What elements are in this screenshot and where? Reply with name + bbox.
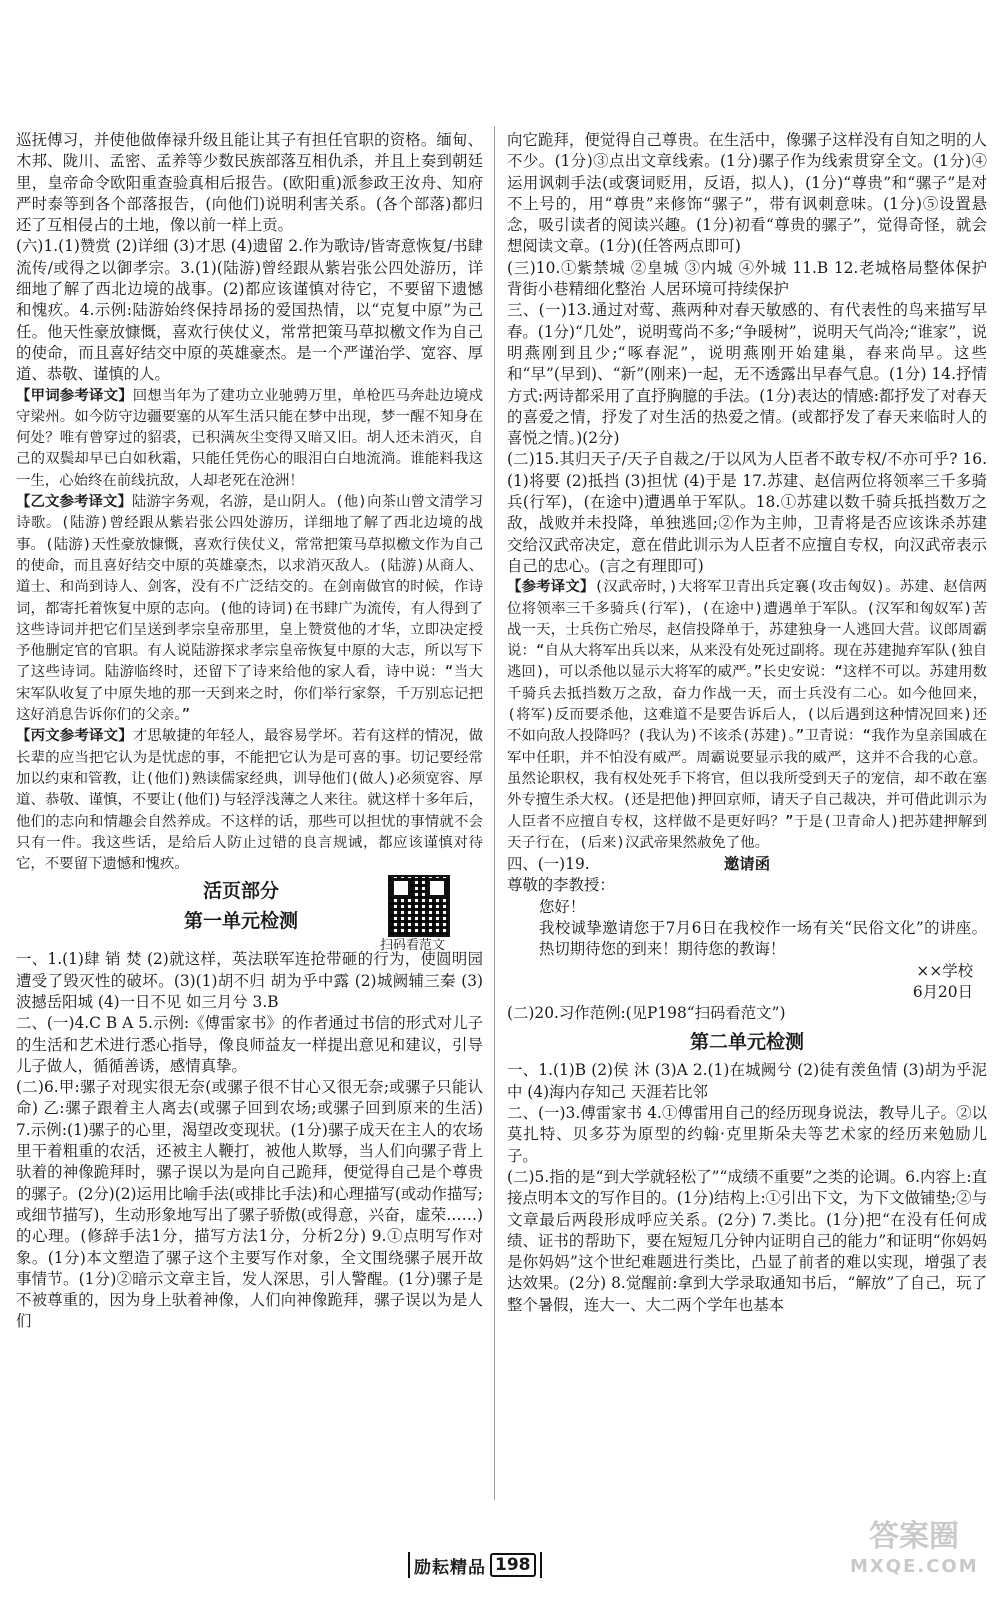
page-number: 198	[490, 1553, 536, 1577]
translation-label: 【甲词参考译文】	[16, 387, 133, 404]
section-header	[16, 875, 483, 954]
translation-label: 【丙文参考译文】	[16, 728, 133, 745]
letter-date: 6月20日	[912, 982, 973, 1001]
translation-yi	[16, 492, 483, 726]
brand-name: 励耘精品	[414, 1557, 486, 1578]
answer-paragraph: (二)5.指的是“到大学就轻松了”“成绩不重要”之类的论调。6.内容上:直接点明本文的写作目的。(1分)结构上:①引出下文，为下文做铺垫;②与文章最后两段形成呼应关系。(2分) 7.类比。(1分)把“在没有任何成绩、证书的帮助下，要在短短几分钟内证明自己的能力”和证明“你妈妈是你妈妈”这个世纪难题进行类比，凸显了前者的难以实现，增强了表达效果。(2分) 8.觉醒前:拿到大学录取通知书后，“解放”了自己，玩了整个暑假，连大一、大二两个学年也基本	[507, 1167, 987, 1314]
answer-paragraph: 一、1.(1)肆 销 焚 (2)就这样，英法联军连抢带砸的行为，使圆明园遭受了毁灭性的破坏。(3)(1)胡不归 胡为乎中露 (2)城阙辅三秦 (3)波撼岳阳城 (4)一日不见 如三月兮 3.B	[16, 950, 483, 1011]
translation-label: 【参考译文】	[507, 579, 595, 596]
translation-label: 【乙文参考译文】	[16, 494, 133, 511]
translation-text: 陆游字务观，名游，是山阴人。(他)向茶山曾文清学习诗歌。(陆游)曾经跟从紫岩张公四处游历，详细地了解了西北边境的战事。(陆游)天性豪放慷慨，喜欢行侠仗义，常常把策马草拟檄文作为自己的使命，而且喜好结交中原的英雄豪杰，以求消灭敌人。(陆游)从商人、道士、和尚到诗人、剑客，没有不广泛结交的。在剑南做官的时候，作诗词，都寄托着恢复中原的志向。(他的诗词)在书肆广为流传，有人得到了这些诗词并把它们呈送到孝宗皇帝那里，皇上赞赏他的才华，立即决定授予他删定官的官职。有人说陆游探求孝宗皇帝恢复中原的大志，所以写下了这些诗词。陆游临终时，还留下了诗来给他的家人看，诗中说：“当大宋军队收复了中原失地的那一天到来之时，你们举行家祭，千万别忘记把这好消息告诉你们的父亲。”	[16, 494, 483, 724]
letter-signature: ××学校	[916, 961, 973, 980]
answer-paragraph: (二)15.其归天子/天子自裁之/于以风为人臣者不敢专权/不亦可乎? 16.(1)将要 (2)抵挡 (3)担忧 (4)于是 17.苏建、赵信两位将领率三千多骑兵(行军)，(在途中)遭遇单于军队。18.①苏建以数千骑兵抵挡数万之敌，战败并未投降，单独逃回;②作为主帅，卫青将是否应该诛杀苏建交给汉武帝决定，意在借此训示为人臣者不应擅自专权，向汉武帝表示自己的忠心。(言之有理即可)	[507, 450, 987, 575]
translation-text: 才思敏捷的年轻人，最容易学坏。若有这样的情况，做长辈的应当把它认为是忧虑的事，不能把它认为是可喜的事。切记要经常加以约束和管教，让(他们)熟读儒家经典，训导他们(做人)必须宽容、厚道、恭敬、谨慎，不要让(他们)与轻浮浅薄之人来往。就这样十多年后，他们的志向和情趣会自然养成。不这样的话，那些可以担忧的事情就不会只有一件。我这些话，是给后人防止过错的良言规诫，都应该谨慎对待它，不要留下遗憾和愧疚。	[16, 728, 483, 873]
translation-text: (汉武帝时，)大将军卫青出兵定襄(攻击匈奴)。苏建、赵信两位将领率三千多骑兵(行军)，(在途中)遭遇单于军队。(汉军和匈奴军)苦战一天，士兵伤亡殆尽，赵信投降单于，苏建独身一人逃回大营。议郎周霸说：“自从大将军出兵以来，从来没有处死过副将。现在苏建抛弃军队(独自逃回)，可以杀他以显示大将军的威严。”长史安说：“这样不可以。苏建用数千骑兵去抵挡数万之敌，奋力作战一天，而士兵没有二心。如今他回来，(将军)反而要杀他，这难道不是要告诉后人，(以后遇到这种情况回来)还不如向敌人投降吗？(我认为)不该杀(苏建)。”卫青说：“我作为皇亲国戚在军中任职，并不怕没有威严。周霸说要显示我的威严，这并不合我的心意。虽然论职权，我有权处死手下将官，但以我所受到天子的宠信，却不敢在塞外专擅生杀大权。(还是把他)押回京师，请天子自己裁决，并可借此训示为人臣者不应擅自专权，这样做不是更好吗？”于是(卫青命人)把苏建押解到天子行在，(后来)汉武帝果然赦免了他。	[507, 579, 987, 851]
watermark-url: MXQE.COM	[850, 1556, 979, 1577]
question-number: 四、(一)19.	[507, 855, 590, 874]
watermark-text: 答案圈	[869, 1519, 959, 1554]
answer-paragraph: 二、(一)3.傅雷家书 4.①傅雷用自己的经历现身说法，教导儿子。②以莫扎特、贝多芬为原型的约翰·克里斯朵夫等艺术家的经历来勉励儿子。	[507, 1104, 987, 1165]
translation-bing	[16, 726, 483, 875]
section-title: 第二单元检测	[689, 1031, 804, 1054]
qr-code[interactable]	[388, 875, 450, 937]
letter-block	[507, 854, 987, 1003]
answer-paragraph: 二、(一)4.C B A 5.示例:《傅雷家书》的作者通过书信的形式对儿子的生活和艺术进行悉心指导，像良师益友一样提出意见和建议，引导儿子做人，循循善诱，感情真挚。	[16, 1014, 483, 1075]
page-footer	[404, 1550, 546, 1580]
translation-ref	[507, 577, 987, 854]
footer-bar	[540, 1552, 542, 1578]
letter-title: 邀请函	[723, 855, 771, 874]
column-divider	[494, 126, 495, 1500]
answer-paragraph: (六)1.(1)赞赏 (2)详细 (3)才思 (4)遗留 2.作为歌诗/皆寄意恢复/书肆流传/或得之以御孝宗。3.(1)(陆游)曾经跟从紫岩张公四处游历，详细地了解了西北边境的战事。(2)都应该谨慎对待它，不要留下遗憾和愧疚。4.示例:陆游始终保持昂扬的爱国热情，以“克复中原”为己任。他天性豪放慷慨，喜欢行侠仗义，常常把策马草拟檄文作为自己的使命，而且喜好结交中原的英雄豪杰。是一个严谨治学、宽容、厚道、恭敬、谨慎的人。	[16, 237, 483, 384]
left-column	[16, 130, 483, 1333]
right-column	[507, 130, 987, 1316]
answer-paragraph: (二)20.习作范例:(见P198“扫码看范文”)	[507, 1004, 786, 1023]
answer-paragraph: (三)10.①紫禁城 ②皇城 ③内城 ④外城 11.B 12.老城格局整体保护 背街小巷精细化整治 人居环境可持续保护	[507, 258, 987, 299]
qr-caption: 扫码看范文	[380, 938, 446, 954]
answer-paragraph: 向它跪拜，便觉得自己尊贵。在生活中，像骡子这样没有自知之明的人不少。(1分)③点出文章线索。(1分)骡子作为线索贯穿全文。(1分)④运用讽刺手法(或褒词贬用，反语，拟人)，(1分)“尊贵”和“骡子”是对不上号的，用“尊贵”来修饰“骡子”，带有讽刺意味。(1分)⑤设置悬念，吸引读者的阅读兴趣。(1分)初看“尊贵的骡子”，觉得奇怪，就会想阅读文章。(1分)(任答两点即可)	[507, 131, 987, 256]
answer-paragraph: 一、1.(1)B (2)侯 沐 (3)A 2.(1)在城阙兮 (2)徒有羡鱼情 (3)胡为乎泥中 (4)海内存知己 天涯若比邻	[507, 1061, 987, 1101]
translation-jia	[16, 386, 483, 492]
section-title: 第一单元检测	[183, 910, 298, 933]
answer-paragraph: 巡抚傅习，并使他做俸禄升级且能让其子有担任官职的资格。缅甸、木邦、陇川、孟密、孟养等少数民族部落互相仇杀，并且上奏到朝廷里，皇帝命令欧阳重查验真相后报告。(欧阳重)派参政王汝舟、知府严时泰等到各个部落报告，(向他们)说明利害关系。(各个部落)都归还了互相侵占的土地，像以前一样上贡。	[16, 131, 483, 235]
letter-greeting: 您好！	[539, 897, 586, 916]
footer-bar	[408, 1552, 410, 1578]
translation-text: 回想当年为了建功立业驰骋万里，单枪匹马奔赴边境戍守梁州。如今防守边疆要塞的从军生活只能在梦中出现，梦一醒不知身在何处？唯有曾穿过的貂裘，已积满灰尘变得又暗又旧。胡人还未消灭，自己的双鬓却早已白如秋霜，只能任凭伤心的眼泪白白地流淌。谁能料我这一生，心始终在前线抗敌，人却老死在沧洲！	[16, 387, 483, 489]
letter-body: 我校诚挚邀请您于7月6日在我校作一场有关“民俗文化”的讲座。热切期待您的到来！期待您的教诲！	[539, 918, 987, 959]
watermark-logo	[850, 1518, 978, 1588]
answer-paragraph: 三、(一)13.通过对莺、燕两种对春天敏感的、有代表性的鸟来描写早春。(1分)“几处”，说明莺尚不多;“争暖树”，说明天气尚冷;“谁家”，说明燕刚到且少;“啄春泥”，说明燕刚开始建巢，春来尚早。这些和“早”(早到)、“新”(刚来)一起，无不透露出早春气息。(1分) 14.抒情方式:两诗都采用了直抒胸臆的手法。(1分)表达的情感:都抒发了对春天的喜爱之情，抒发了对生活的热爱之情。(或都抒发了春天来临时人的喜悦之情。)(2分)	[507, 301, 987, 448]
section-title: 活页部分	[202, 880, 279, 903]
letter-salutation: 尊敬的李教授：	[507, 876, 615, 895]
answer-paragraph: (二)6.甲:骡子对现实很无奈(或骡子很不甘心又很无奈;或骡子只能认命) 乙:骡子跟着主人离去(或骡子回到农场;或骡子回到原来的生活) 7.示例:(1)骡子的心里，渴望改变现状。(1分)骡子成天在主人的农场里干着粗重的农活，还被主人鞭打，被他人欺辱，当人们向骡子背上驮着的神像跪拜时，骡子误以为是向自己跪拜，便觉得自己是个尊贵的骡子。(2分)(2)运用比喻手法(或排比手法)和心理描写(或动作描写;或细节描写)，生动形象地写出了骡子骄傲(或得意，兴奋，虚荣……)的心理。(修辞手法1分，描写方法1分，分析2分) 9.①点明写作对象。(1分)本文塑造了骡子这个主要写作对象，全文围绕骡子展开故事情节。(1分)②暗示文章主旨，发人深思，引人警醒。(1分)骡子是不被尊重的，因为身上驮着神像，人们向神像跪拜，骡子误以为是人们	[16, 1078, 483, 1331]
